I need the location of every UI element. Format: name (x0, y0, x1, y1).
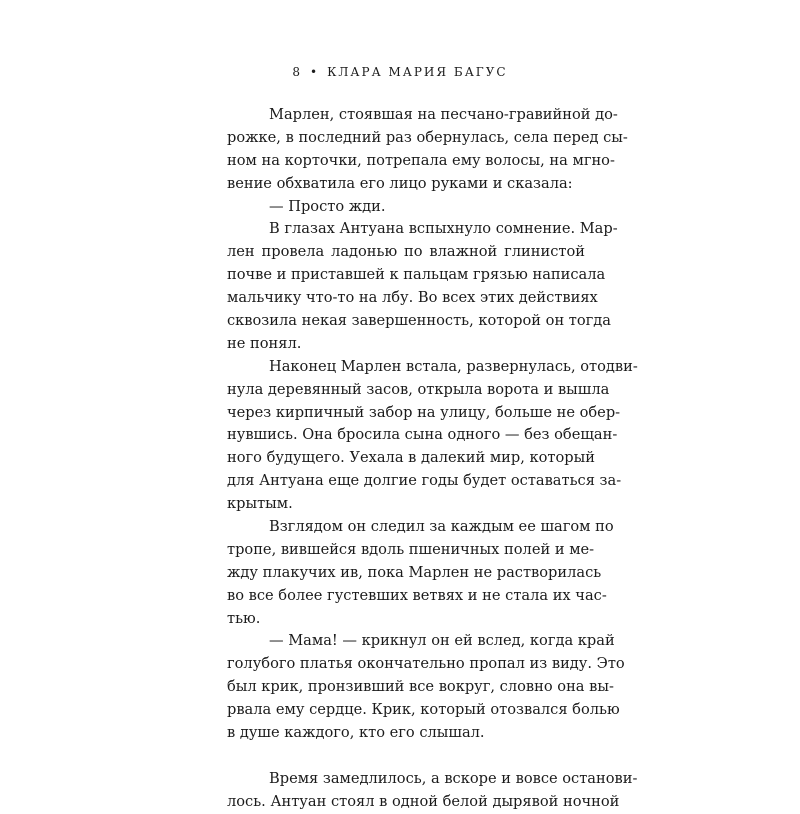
text-line: рвала ему сердце. Крик, который отозвался болью (227, 701, 620, 719)
text-line: почве и приставшей к пальцам грязью написала (227, 266, 606, 284)
text-line: лен провела ладонью по влажной глинистой (227, 243, 585, 261)
text-line: — Мама! — крикнул он ей вслед, когда край (269, 632, 615, 650)
text-line: во все более густевших ветвях и не стала их час- (227, 586, 607, 604)
text-line: через кирпичный забор на улицу, больше не обер- (227, 403, 621, 421)
text-line: тью. (227, 609, 261, 627)
text-line: Марлен, стоявшая на песчано-гравийной до- (269, 106, 618, 123)
text-line: для Антуана еще долгие годы будет оставаться за- (227, 472, 622, 490)
text-line: вение обхватила его лицо руками и сказала: (227, 174, 573, 192)
text-line: тропе, вившейся вдоль пшеничных полей и ме- (227, 540, 595, 558)
section-break (227, 745, 585, 768)
text-line: нула деревянный засов, открыла ворота и вышла (227, 380, 610, 398)
separator-bullet: • (310, 65, 320, 79)
text-line: не понял. (227, 334, 302, 352)
text-line: ном на корточки, потрепала ему волосы, на мгно- (227, 151, 615, 169)
text-line: — Просто жди. (269, 197, 386, 215)
text-line: жду плакучих ив, пока Марлен не растворилась (227, 563, 602, 581)
text-line: крытым. (227, 495, 293, 513)
text-line: мальчику что-то на лбу. Во всех этих действиях (227, 289, 598, 307)
text-line: голубого платья окончательно пропал из виду. Это (227, 655, 625, 673)
text-line: В глазах Антуана вспыхнуло сомнение. Мар- (269, 220, 618, 238)
text-line: ного будущего. Уехала в далекий мир, который (227, 449, 595, 467)
running-head (0, 64, 800, 80)
text-line: рожке, в последний раз обернулась, села перед сы- (227, 128, 628, 146)
author-name: КЛАРА МАРИЯ БАГУС (327, 65, 508, 79)
text-line: лось. Антуан стоял в одной белой дырявой ночной (227, 792, 620, 810)
text-line: был крик, пронзивший все вокруг, словно она вы- (227, 678, 614, 696)
page-number: 8 (292, 65, 303, 79)
text-line: в душе каждого, кто его слышал. (227, 724, 485, 742)
text-line: сквозила некая завершенность, которой он тогда (227, 312, 611, 330)
text-line: Взглядом он следил за каждым ее шагом по (269, 518, 614, 536)
text-line: нувшись. Она бросила сына одного — без обещан- (227, 426, 618, 444)
body-text (227, 104, 638, 814)
text-line: Наконец Марлен встала, развернулась, отодви- (269, 357, 638, 375)
text-line: Время замедлилось, а вскоре и вовсе останови- (269, 769, 638, 787)
